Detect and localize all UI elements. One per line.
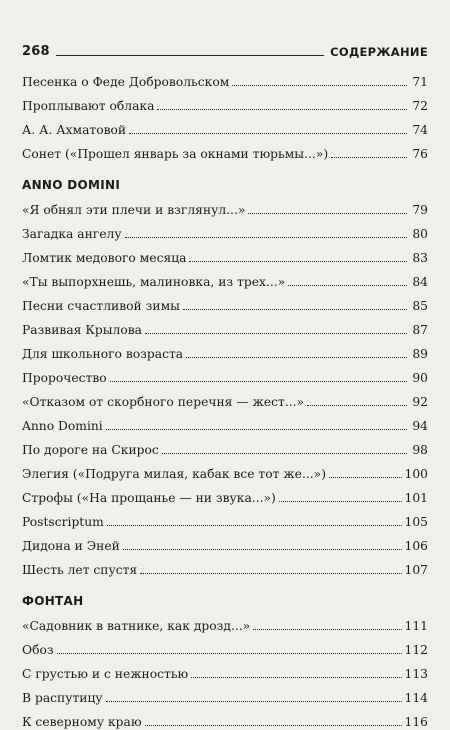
entry-page-number: 84: [412, 275, 428, 289]
entry-title: «Садовник в ватнике, как дрозд...»: [22, 619, 251, 633]
dot-leader: [140, 573, 401, 574]
page-number: 268: [22, 44, 50, 59]
toc-entry: [22, 682, 428, 706]
entry-page-number: 76: [412, 147, 428, 161]
dot-leader: [232, 85, 407, 86]
dot-leader: [186, 357, 407, 358]
toc-entry: [22, 634, 428, 658]
entry-title: Строфы («На прощанье — ни звука...»): [22, 491, 276, 505]
section-spacer: [22, 578, 428, 594]
entry-page-number: 101: [404, 491, 428, 505]
dot-leader: [183, 309, 407, 310]
section-spacer: [22, 162, 428, 178]
entry-title: Ломтик медового месяца: [22, 251, 187, 265]
dot-leader: [145, 725, 402, 726]
entry-title: Пророчество: [22, 371, 107, 385]
entry-page-number: 72: [412, 99, 428, 113]
toc-entry: [22, 658, 428, 682]
dot-leader: [145, 333, 407, 334]
entry-title: Сонет («Прошел январь за окнами тюрьмы...»): [22, 147, 329, 161]
toc-entry: [22, 554, 428, 578]
section-heading: ANNO DOMINI: [22, 178, 121, 192]
entry-title: Postscriptum: [22, 515, 104, 529]
toc-entry: [22, 266, 428, 290]
section-heading: ФОНТАН: [22, 594, 84, 608]
entry-title: К северному краю: [22, 715, 142, 729]
entry-page-number: 111: [404, 619, 428, 633]
entry-page-number: 100: [404, 467, 428, 481]
entry-page-number: 92: [412, 395, 428, 409]
entry-title: «Я обнял эти плечи и взглянул...»: [22, 203, 246, 217]
entry-title: Песенка о Феде Добровольском: [22, 75, 230, 89]
toc-entry: [22, 314, 428, 338]
entry-page-number: 80: [412, 227, 428, 241]
entry-page-number: 83: [412, 251, 428, 265]
entry-page-number: 79: [412, 203, 428, 217]
dot-leader: [288, 285, 407, 286]
entry-title: «Отказом от скорбного перечня — жест...»: [22, 395, 305, 409]
entry-page-number: 87: [412, 323, 428, 337]
entry-page-number: 113: [404, 667, 428, 681]
entry-title: А. А. Ахматовой: [22, 123, 127, 137]
dot-leader: [123, 549, 402, 550]
entry-page-number: 112: [404, 643, 428, 657]
toc-entry: [22, 434, 428, 458]
entry-page-number: 106: [404, 539, 428, 553]
dot-leader: [110, 381, 407, 382]
running-title: СОДЕРЖАНИЕ: [330, 44, 428, 59]
entry-title: Для школьного возраста: [22, 347, 184, 361]
dot-leader: [279, 501, 402, 502]
entry-title: По дороге на Скирос: [22, 443, 159, 457]
dot-leader: [162, 453, 407, 454]
toc-entry: [22, 338, 428, 362]
entry-title: С грустью и с нежностью: [22, 667, 189, 681]
page-header: [22, 38, 428, 58]
entry-title: «Ты выпорхнешь, малиновка, из трех...»: [22, 275, 286, 289]
header-rule: [56, 55, 324, 56]
entry-title: Обоз: [22, 643, 54, 657]
toc-entry: [22, 90, 428, 114]
entry-page-number: 98: [412, 443, 428, 457]
toc-entry: [22, 410, 428, 434]
toc-entry: [22, 290, 428, 314]
entry-page-number: 85: [412, 299, 428, 313]
entry-title: Дидона и Эней: [22, 539, 120, 553]
toc-entry: [22, 458, 428, 482]
toc-entry: [22, 530, 428, 554]
toc-entry: [22, 242, 428, 266]
entry-page-number: 116: [404, 715, 428, 729]
dot-leader: [157, 109, 407, 110]
dot-leader: [248, 213, 407, 214]
entry-title: Проплывают облака: [22, 99, 155, 113]
dot-leader: [191, 677, 401, 678]
entry-title: Anno Domini: [22, 419, 103, 433]
dot-leader: [107, 525, 402, 526]
dot-leader: [57, 653, 402, 654]
entry-page-number: 107: [404, 563, 428, 577]
toc-entry: [22, 138, 428, 162]
dot-leader: [129, 133, 407, 134]
entry-title: Загадка ангелу: [22, 227, 122, 241]
entry-page-number: 74: [412, 123, 428, 137]
entry-title: Развивая Крылова: [22, 323, 142, 337]
entry-page-number: 71: [412, 75, 428, 89]
toc-entry: [22, 194, 428, 218]
dot-leader: [253, 629, 401, 630]
dot-leader: [125, 237, 407, 238]
toc-entry: [22, 66, 428, 90]
toc-entry: [22, 386, 428, 410]
entry-page-number: 89: [412, 347, 428, 361]
dot-leader: [189, 261, 407, 262]
toc-entry: [22, 114, 428, 138]
entry-page-number: 105: [404, 515, 428, 529]
entry-title: Шесть лет спустя: [22, 563, 138, 577]
toc-entry: [22, 706, 428, 730]
dot-leader: [106, 429, 407, 430]
entry-title: В распутицу: [22, 691, 103, 705]
entry-page-number: 90: [412, 371, 428, 385]
table-of-contents: [22, 66, 428, 730]
dot-leader: [329, 477, 402, 478]
entry-title: Элегия («Подруга милая, кабак все тот же...»): [22, 467, 326, 481]
toc-entry: [22, 610, 428, 634]
entry-page-number: 114: [404, 691, 428, 705]
toc-entry: [22, 482, 428, 506]
entry-title: Песни счастливой зимы: [22, 299, 180, 313]
toc-entry: [22, 218, 428, 242]
dot-leader: [307, 405, 407, 406]
toc-entry: [22, 506, 428, 530]
dot-leader: [331, 157, 407, 158]
entry-page-number: 94: [412, 419, 428, 433]
toc-entry: [22, 362, 428, 386]
dot-leader: [106, 701, 402, 702]
